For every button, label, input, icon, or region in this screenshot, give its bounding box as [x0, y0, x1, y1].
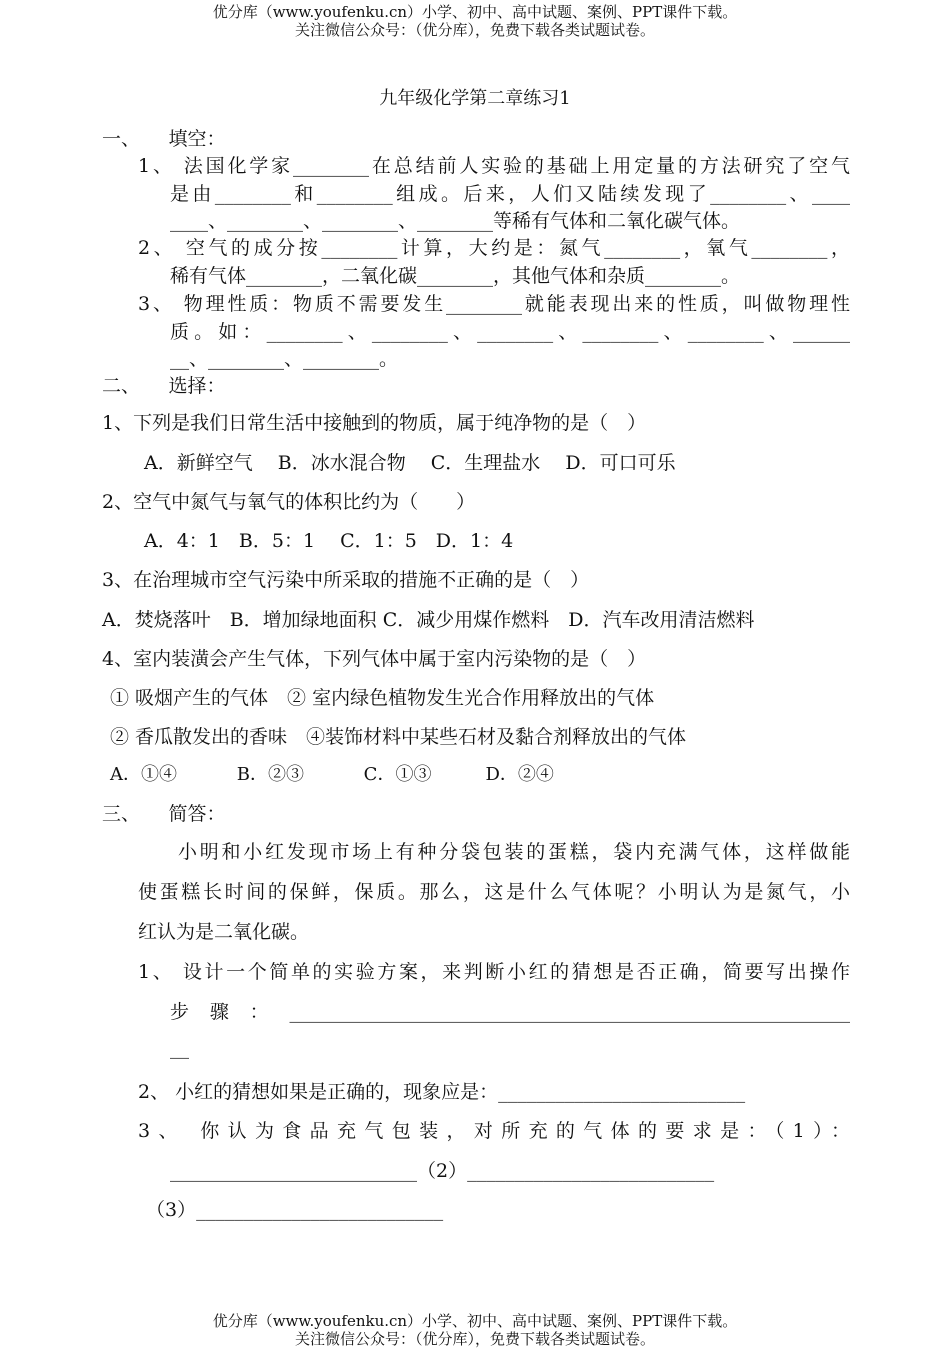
answer-q3-line-3: （3）__________________________ — [146, 1199, 444, 1221]
choice-q4: 4、室内装潢会产生气体，下列气体中属于室内污染物的是（ ） — [102, 648, 647, 670]
answer-intro-line-3: 红认为是二氧化碳。 — [138, 921, 310, 943]
choice-q1: 1、下列是我们日常生活中接触到的物质，属于纯净物的是（ ） — [102, 412, 647, 434]
fill-q1-line-3: ____、________、________、________等稀有气体和二氧化碳气体。 — [170, 210, 741, 232]
choice-q4-options: A．①④ B．②③ C．①③ D．②④ — [110, 764, 554, 785]
header-line-2: 关注微信公众号：（优分库），免费下载各类试题试卷。 — [294, 21, 655, 39]
section-3-heading: 三、 简答： — [102, 803, 226, 825]
answer-q2: 2、 小红的猜想如果是正确的，现象应是：__________________________ — [138, 1081, 746, 1103]
answer-q1-line-3: __ — [170, 1037, 189, 1059]
fill-q3-line-2: 质。如：________、________、________、________、________、______ — [170, 321, 850, 343]
choice-q2: 2、空气中氮气与氧气的体积比约为（ ） — [102, 491, 476, 513]
choice-q2-options: A．4：1 B．5：1 C．1：5 D．1：4 — [144, 530, 514, 552]
choice-q4-item-2: ② 香瓜散发出的香味 ④装饰材料中某些石材及黏合剂释放出的气体 — [110, 726, 687, 748]
answer-intro-line-1: 小明和小红发现市场上有种分袋包装的蛋糕，袋内充满气体，这样做能 — [178, 841, 850, 863]
choice-q4-item-1: ① 吸烟产生的气体 ② 室内绿色植物发生光合作用释放出的气体 — [110, 687, 655, 709]
fill-q1-line-2: 是由________和________组成。后来，人们又陆续发现了________、____ — [170, 183, 850, 205]
fill-q2-line-1: 2、 空气的成分按________计算，大约是：氮气________，氧气________， — [138, 237, 850, 259]
choice-q3: 3、在治理城市空气污染中所采取的措施不正确的是（ ） — [102, 569, 590, 591]
answer-q1-line-2: 步骤：___________________________________________________________ — [170, 1001, 850, 1023]
answer-intro-line-2: 使蛋糕长时间的保鲜，保质。那么，这是什么气体呢？小明认为是氮气，小 — [138, 881, 850, 903]
fill-q3-line-3: __、________、________。 — [170, 348, 399, 370]
section-2-heading: 二、 选择： — [102, 375, 226, 397]
section-1-heading: 一、 填空： — [102, 128, 226, 150]
choice-q3-options: A．焚烧落叶 B．增加绿地面积 C．减少用煤作燃料 D．汽车改用清洁燃料 — [102, 609, 755, 631]
page-title: 九年级化学第二章练习1 — [379, 88, 571, 109]
header-line-1: 优分库（www.youfenku.cn）小学、初中、高中试题、案例、PPT课件下载。 — [212, 3, 738, 21]
choice-q1-options: A．新鲜空气 B．冰水混合物 C．生理盐水 D．可口可乐 — [144, 452, 676, 474]
footer-line-2: 关注微信公众号：（优分库），免费下载各类试题试卷。 — [294, 1330, 655, 1348]
answer-q3-line-1: 3、 你认为食品充气包装，对所充的气体的要求是：（1）： — [138, 1120, 850, 1142]
footer-line-1: 优分库（www.youfenku.cn）小学、初中、高中试题、案例、PPT课件下载。 — [212, 1312, 738, 1330]
fill-q2-line-2: 稀有气体________，二氧化碳________，其他气体和杂质________。 — [170, 265, 741, 287]
fill-q1-line-1: 1、 法国化学家________在总结前人实验的基础上用定量的方法研究了空气 — [138, 155, 850, 177]
answer-q3-line-2: __________________________（2）__________________________ — [170, 1160, 715, 1182]
answer-q1-line-1: 1、 设计一个简单的实验方案，来判断小红的猜想是否正确，简要写出操作 — [138, 961, 850, 983]
fill-q3-line-1: 3、 物理性质：物质不需要发生________就能表现出来的性质，叫做物理性 — [138, 293, 850, 315]
